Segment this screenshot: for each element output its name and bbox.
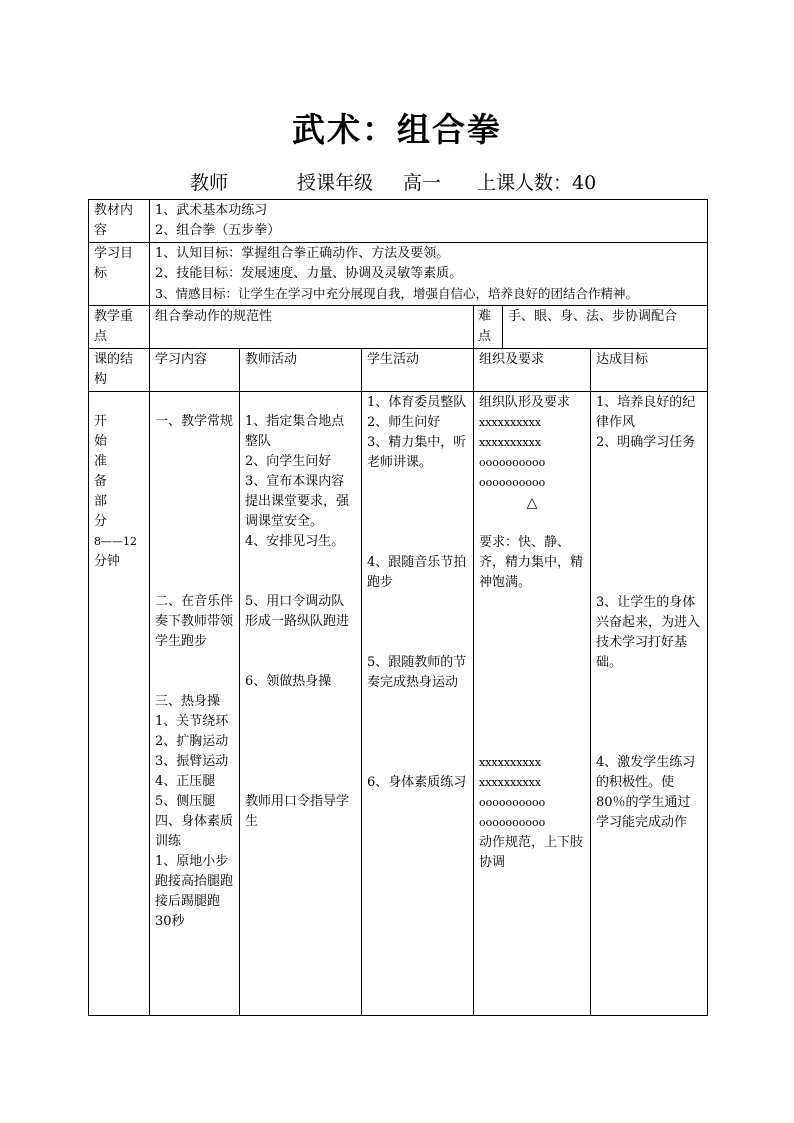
difficulty-label: 难点 [474,306,503,348]
structure-time-unit: 分钟 [94,554,121,569]
organization-requirement: 要求：快、静、齐，精力集中，精神饱满。 [479,535,584,590]
student-activity: 3、精力集中，听老师讲课。 [367,435,467,470]
teacher-activity: 2、向学生问好 [245,454,332,469]
student-activity: 6、身体素质练习 [367,775,467,790]
header-student: 学生活动 [362,349,474,392]
structure-char: 开 [94,414,108,429]
content-fitness-title: 四、身体素质训练 [155,814,234,849]
header-structure: 课的结构 [89,349,150,392]
difficulty-value: 手、眼、身、法、步协调配合 [508,309,678,324]
header-content: 学习内容 [150,349,240,392]
material-item: 1、武术基本功练习 [155,203,268,218]
goals-row [89,243,708,306]
header-organization: 组织及要求 [474,349,591,392]
main-body-row [89,392,708,1016]
material-item: 2、组合拳（五步拳） [155,223,281,238]
teacher-cell [240,392,362,1016]
content-cell [150,392,240,1016]
focus-label: 教学重点 [89,306,150,349]
grade-value: 高一 [403,172,442,194]
organization-requirement: 动作规范，上下肢协调 [479,835,584,870]
formation-row: xxxxxxxxxx [479,416,542,429]
page-title: 武术：组合拳 [292,110,502,149]
warmup-item: 3、振臂运动 [155,754,229,769]
content-warmup-title: 三、热身操 [155,694,221,709]
target-cell [591,392,708,1016]
target-item: 1、培养良好的纪律作风 [596,395,696,430]
structure-cell [89,392,150,1016]
target-item: 3、让学生的身体兴奋起来，为进入技术学习打好基础。 [596,595,701,670]
formation-row: xxxxxxxxxx [479,436,542,449]
student-activity: 2、师生问好 [367,415,441,430]
goal-item: 3、情感目标：让学生在学习中充分展现自我，增强自信心，培养良好的团结合作精神。 [155,286,638,301]
student-cell [362,392,474,1016]
teacher-activity: 教师用口令指导学生 [245,794,350,829]
focus-value: 组合拳动作的规范性 [150,306,474,349]
difficulty-cell [474,306,708,349]
formation-row: oooooooooo [479,796,546,809]
teacher-activity: 4、安排见习生。 [245,534,345,549]
target-item: 2、明确学习任务 [596,435,696,450]
material-row [89,200,708,243]
teacher-activity: 5、用口令调动队形成一路纵队跑进 [245,594,350,629]
content-routine: 一、教学常规 [155,414,234,429]
material-label: 教材内容 [89,200,150,243]
structure-char: 分 [94,514,108,529]
structure-char: 始 [94,434,108,449]
grade-label: 授课年级 [297,172,374,194]
target-item: 4、激发学生练习的积极性。使80％的学生通过学习能完成动作 [596,755,696,830]
structure-time: 8——12 [94,535,137,548]
warmup-item: 1、关节绕环 [155,714,229,729]
formation-row: xxxxxxxxxx [479,756,542,769]
teacher-activity: 6、领做热身操 [245,674,332,689]
goal-item: 2、技能目标：发展速度、力量、协调及灵敏等素质。 [155,266,463,281]
lesson-plan-table [88,199,708,1016]
structure-char: 部 [94,494,108,509]
warmup-item: 4、正压腿 [155,774,216,789]
warmup-item: 5、侧压腿 [155,794,216,809]
student-count: 上课人数：40 [477,172,597,194]
teacher-label: 教师 [190,172,229,194]
student-activity: 4、跟随音乐节拍跑步 [367,555,467,590]
student-activity: 1、体育委员整队 [367,395,467,410]
teacher-position-triangle: △ [526,495,538,511]
goal-item: 1、认知目标：掌握组合拳正确动作、方法及要领。 [155,246,450,261]
teacher-activity: 1、指定集合地点整队 [245,414,345,449]
teacher-activity: 3、宣布本课内容提出课堂要求，强调课堂安全。 [245,474,350,529]
formation-row: xxxxxxxxxx [479,776,542,789]
header-target: 达成目标 [591,349,708,392]
warmup-item: 2、扩胸运动 [155,734,229,749]
organization-title: 组织队形及要求 [479,395,571,410]
fitness-item: 1、原地小步跑接高抬腿跑接后踢腿跑30秒 [155,854,234,929]
header-teacher: 教师活动 [240,349,362,392]
organization-cell [474,392,591,1016]
material-content [150,200,708,243]
goals-label: 学习目标 [89,243,150,306]
goals-content [150,243,708,306]
student-activity: 5、跟随教师的节奏完成热身运动 [367,655,467,690]
formation-row: oooooooooo [479,476,546,489]
formation-row: oooooooooo [479,816,546,829]
content-music: 二、在音乐伴奏下教师带领学生跑步 [155,594,234,649]
header-row [89,349,708,392]
formation-row: oooooooooo [479,456,546,469]
structure-char: 准 [94,454,108,469]
structure-char: 备 [94,474,108,489]
focus-row [89,306,708,349]
